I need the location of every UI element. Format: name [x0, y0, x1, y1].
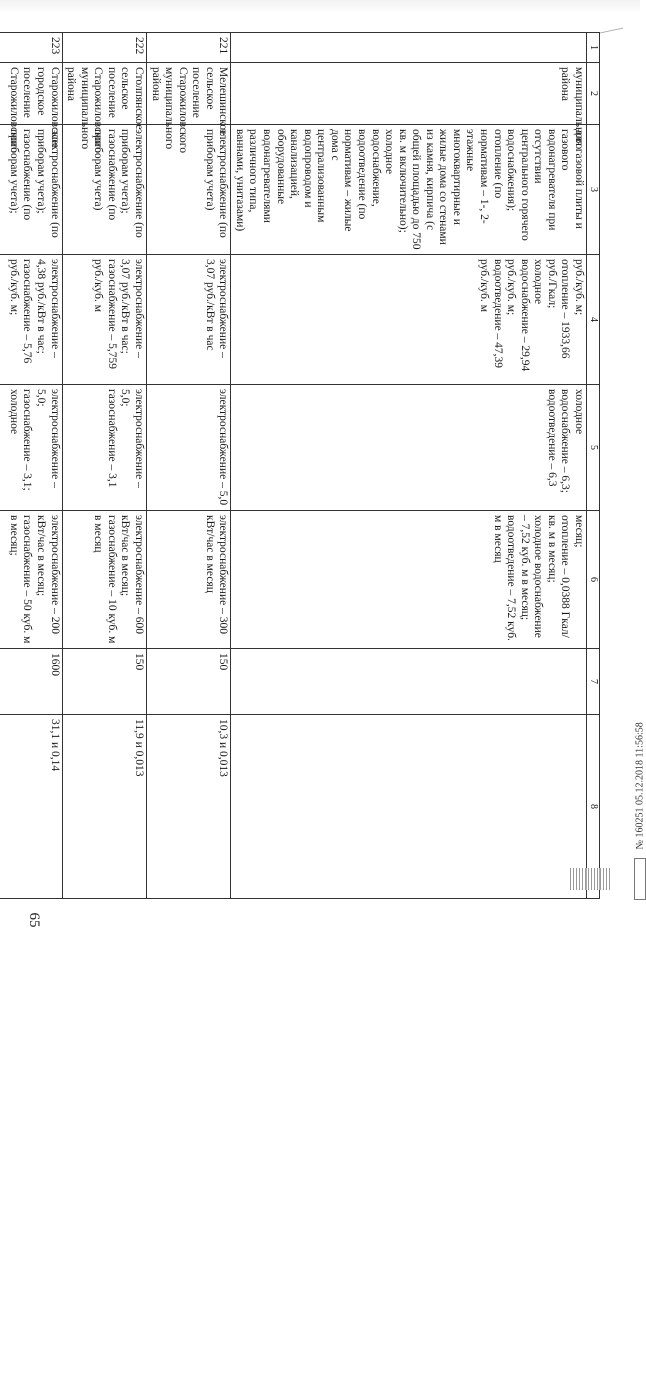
municipality-cell: Старожиловское городское поселение Старожиловского	[0, 63, 62, 125]
pen-mark	[600, 28, 625, 40]
tariff-table	[0, 32, 600, 899]
index-cell: электроснабжение – 5,0	[147, 385, 231, 511]
scan-edge	[0, 0, 640, 14]
row-number-cell: 221	[147, 33, 231, 63]
table-row	[147, 33, 231, 899]
index-cell: холодное водоснабжение – 6,3; водоотведение – 6,3	[231, 385, 587, 511]
municipality-cell: Мелешинское сельское поселение Старожиловского муниципального района	[147, 63, 231, 125]
row-number-cell: 222	[62, 33, 146, 63]
share-cell: 31,1 и 0,14	[0, 715, 62, 899]
row-number-cell	[231, 33, 587, 63]
header-row	[587, 33, 600, 899]
row-number-cell: 223	[0, 33, 62, 63]
volume-cell: месяц; отопление – 0,0388 Гкал/кв. м в месяц; холодное водоснабжение – 7,52 куб. м в месяц; водоотведение – 7,52 куб. м в месяц	[231, 511, 587, 649]
tariffs-cell: электроснабжение – 3,07 руб./кВт в час; газоснабжение – 5,759 руб./куб. м	[62, 255, 146, 385]
header-cell-8: 8	[587, 715, 600, 899]
table-row	[231, 33, 587, 899]
header-cell-1: 1	[587, 33, 600, 63]
services-cell: электроснабжение (по приборам учета); газоснабжение (по приборам учета)	[62, 125, 146, 255]
index-cell: электроснабжение – 5,0; газоснабжение – 3,1	[62, 385, 146, 511]
share-cell: 10,3 и 0,013	[147, 715, 231, 899]
header-cell-6: 6	[587, 511, 600, 649]
volume-cell: электроснабжение – 600 кВт/час в месяц; газоснабжение – 10 куб. м в месяц	[62, 511, 146, 649]
volume-cell: электроснабжение – 300 кВт/час в месяц	[147, 511, 231, 649]
municipality-cell: муниципального района	[231, 63, 587, 125]
share-cell	[231, 715, 587, 899]
tariffs-cell: электроснабжение – 4,38 руб./кВт в час; газоснабжение – 5,76 руб./куб. м;	[0, 255, 62, 385]
count-cell: 1600	[0, 649, 62, 715]
services-cell: для газовой плиты и газового водонагревателя при отсутствии центрального горячего водоснабжения); отопление (по нормативам – 1-, 2-этажные многоквартирные и жилые дома со стенами из камня, кирпича (с общей площадью до 750 кв. м включительно); холодное водоснабжение, водоотведение (по нормативам – жилые дома с централизованным водопроводом и канализацией, оборудованные водонагревателями различного типа, ваннами, унитазами)	[231, 125, 587, 255]
rotated-table-container	[7, 32, 600, 898]
stamp-icon	[634, 858, 646, 900]
tariffs-cell: электроснабжение – 3,07 руб./кВт в час	[147, 255, 231, 385]
index-cell: электроснабжение – 5,0; газоснабжение – 3,1; холодное	[0, 385, 62, 511]
page-number: 65	[26, 912, 42, 928]
count-cell: 150	[62, 649, 146, 715]
services-cell: электроснабжение (по приборам учета)	[147, 125, 231, 255]
count-cell: 150	[147, 649, 231, 715]
document-id: № 160251 05.12.2018 11:56:58	[634, 722, 646, 850]
header-cell-3: 3	[587, 125, 600, 255]
document-footer	[634, 722, 646, 900]
share-cell: 11,9 и 0,013	[62, 715, 146, 899]
header-cell-7: 7	[587, 649, 600, 715]
services-cell: электроснабжение (по приборам учета); газоснабжение (по приборам учета);	[0, 125, 62, 255]
tariffs-cell: руб./куб. м; отопление – 1933,66 руб./Гкал; холодное водоснабжение – 29,94 руб./куб. м; водоотведение – 47,39 руб./куб. м	[231, 255, 587, 385]
municipality-cell: Столпянское сельское поселение Старожиловского муниципального района	[62, 63, 146, 125]
count-cell	[231, 649, 587, 715]
header-cell-2: 2	[587, 63, 600, 125]
volume-cell: электроснабжение – 200 кВт/час в месяц; газоснабжение – 50 куб. м в месяц;	[0, 511, 62, 649]
barcode-stamp	[570, 868, 610, 890]
table-row	[0, 33, 62, 899]
header-cell-5: 5	[587, 385, 600, 511]
table-row	[62, 33, 146, 899]
header-cell-4: 4	[587, 255, 600, 385]
